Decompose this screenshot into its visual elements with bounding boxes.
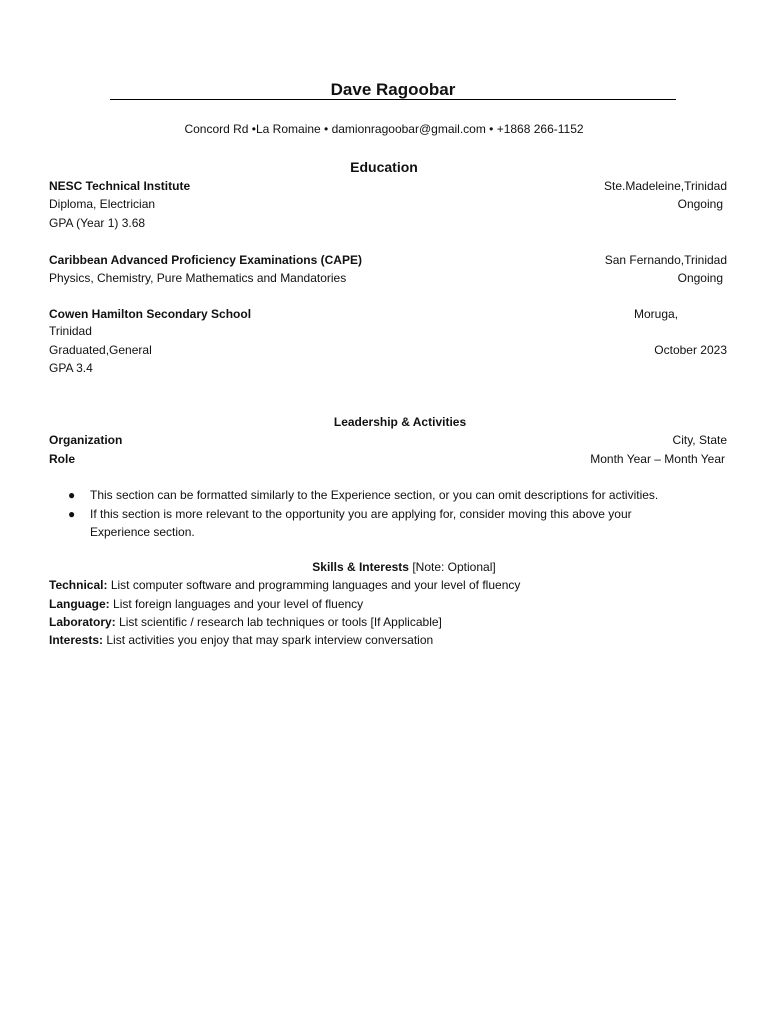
skill-label: Laboratory: — [49, 615, 116, 629]
institution-location: San Fernando,Trinidad — [604, 253, 727, 267]
role-dates: Month Year – Month Year — [590, 452, 725, 466]
role-title: Role — [49, 452, 76, 466]
leadership-heading: Leadership & Activities — [333, 415, 467, 429]
education-status: Ongoing — [677, 271, 723, 285]
institution-name: NESC Technical Institute — [49, 179, 191, 193]
bullet-text: This section can be formatted similarly to the Experience section, or you can omit descriptions for activities. — [90, 488, 659, 502]
skills-heading-line — [0, 559, 768, 575]
skills-heading-note: [Note: Optional] — [412, 560, 496, 574]
skill-label: Technical: — [49, 578, 108, 592]
institution-name: Cowen Hamilton Secondary School — [49, 307, 252, 321]
bullet-icon: ● — [68, 488, 76, 502]
skill-row-technical — [49, 577, 520, 593]
institution-location-continued: Trinidad — [49, 324, 92, 338]
list-item — [60, 505, 730, 541]
skill-row-interests — [49, 632, 433, 648]
skill-label: Language: — [49, 597, 110, 611]
education-status: October 2023 — [654, 343, 727, 357]
organization-location: City, State — [672, 433, 727, 447]
skill-text: List activities you enjoy that may spark interview conversation — [106, 633, 434, 647]
resume-name: Dave Ragoobar — [330, 80, 456, 99]
skills-heading: Skills & Interests — [312, 560, 409, 574]
skill-row-laboratory — [49, 614, 442, 630]
skill-row-language — [49, 596, 363, 612]
education-detail: Physics, Chemistry, Pure Mathematics and Mandatories — [49, 271, 347, 285]
institution-name: Caribbean Advanced Proficiency Examinations (CAPE) — [49, 253, 362, 267]
skill-text: List scientific / research lab techniques or tools [If Applicable] — [119, 615, 442, 629]
contact-line: Concord Rd •La Romaine • damionragoobar@gmail.com • +1868 266-1152 — [184, 122, 584, 136]
education-heading: Education — [350, 159, 418, 175]
institution-location: Moruga, — [634, 307, 679, 321]
name-underline-divider — [110, 99, 676, 100]
list-item — [60, 486, 730, 504]
education-gpa: GPA (Year 1) 3.68 — [49, 216, 146, 230]
education-gpa: GPA 3.4 — [49, 361, 93, 375]
institution-location: Ste.Madeleine,Trinidad — [604, 179, 727, 193]
activity-bullet-list — [60, 486, 730, 542]
education-status: Ongoing — [677, 197, 723, 211]
organization-name: Organization — [49, 433, 123, 447]
skill-text: List computer software and programming languages and your level of fluency — [110, 578, 521, 592]
bullet-text: If this section is more relevant to the opportunity you are applying for, consider moving this above your Experience section. — [90, 507, 632, 539]
skill-text: List foreign languages and your level of fluency — [113, 597, 364, 611]
bullet-icon: ● — [68, 507, 76, 521]
education-detail: Diploma, Electrician — [49, 197, 156, 211]
education-detail: Graduated,General — [49, 343, 152, 357]
skill-label: Interests: — [49, 633, 104, 647]
